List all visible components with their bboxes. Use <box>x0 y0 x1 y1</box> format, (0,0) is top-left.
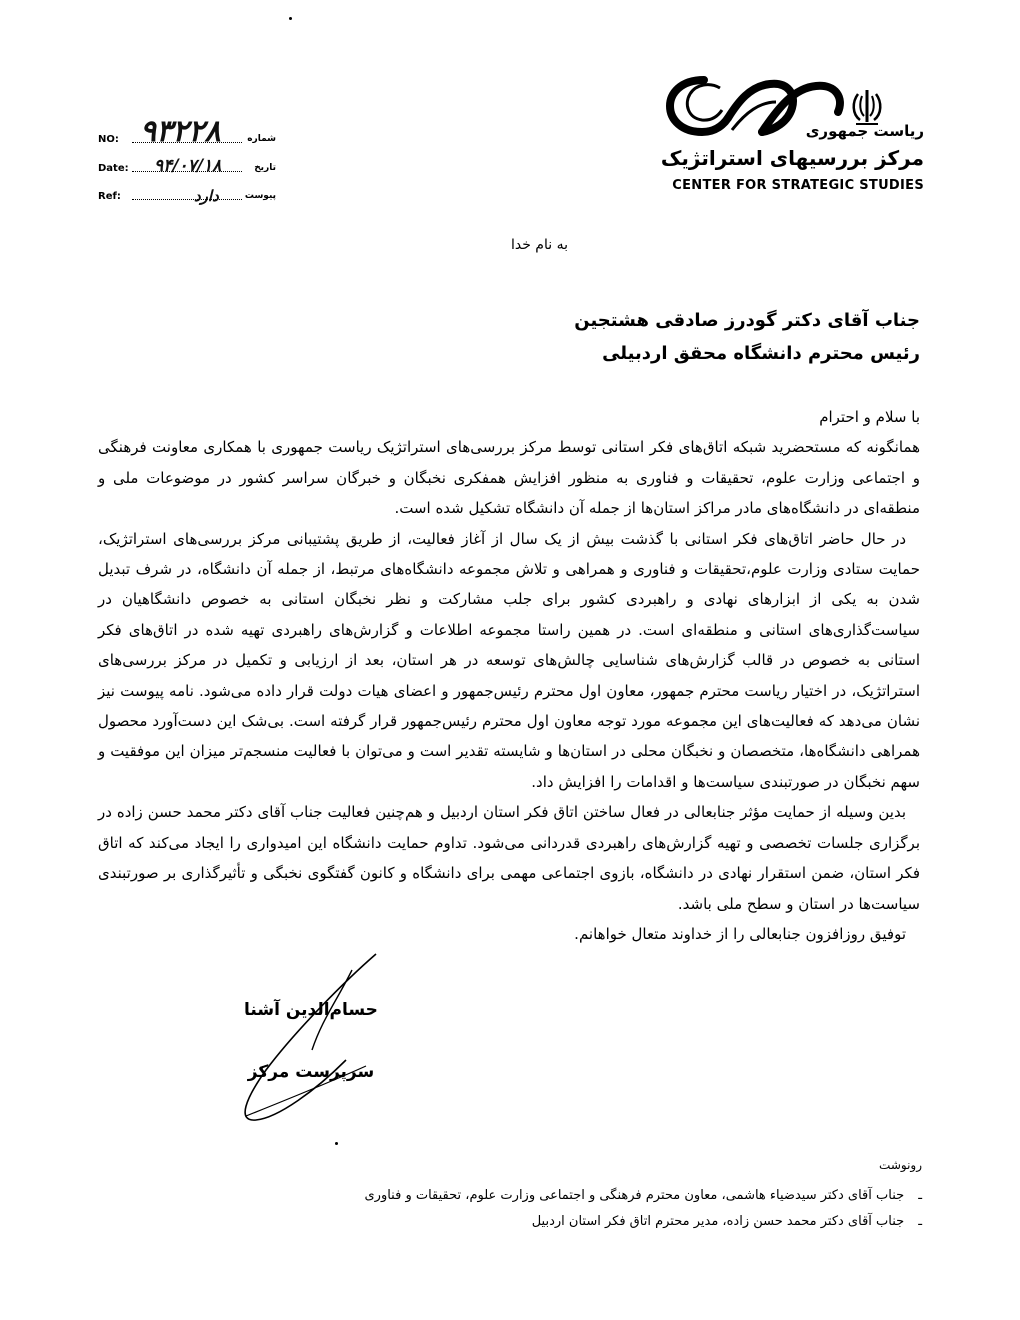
meta-ref-label: Ref: <box>98 191 121 202</box>
meta-date-label: Date: <box>98 163 129 174</box>
addressee-title: رئیس محترم دانشگاه محقق اردبیلی <box>602 343 920 364</box>
greeting: با سلام و احترام <box>819 408 920 426</box>
org-name-fa: ریاست جمهوری <box>805 122 924 140</box>
addressee-name: جناب آقای دکتر گودرز صادقی هشتجین <box>574 310 920 331</box>
paragraph-1: همانگونه که مستحضرید شبکه اتاق‌های فکر استانی توسط مرکز بررسی‌های استراتژیک ریاست جمهوری با همکاری معاونت فرهنگی و اجتماعی وزارت علوم، تحقیقات و فناوری به منظور افزایش همفکری نخبگان و خبرگان سراسر کشور در موضوعات ملی و منطقه‌ای در دانشگاه‌های مادر مراکز استان‌ها از جمله آن دانشگاه تشکیل شده است. <box>98 438 920 518</box>
cc-bullet: ـ <box>918 1188 922 1203</box>
signature-scribble-icon <box>226 950 406 1130</box>
cc-item: ـجناب آقای دکتر سیدضیاء هاشمی، معاون محترم فرهنگی و اجتماعی وزارت علوم، تحقیقات و فناوری <box>364 1183 922 1209</box>
cc-item: ـجناب آقای دکتر محمد حسن زاده، مدیر محترم اتاق فکر استان اردبیل <box>364 1209 922 1235</box>
cc-list <box>364 1183 922 1235</box>
cc-bullet: ـ <box>918 1214 922 1229</box>
meta-ref-value: دارد <box>194 187 219 205</box>
basmala: به نام خدا <box>510 237 568 253</box>
paragraph-3: بدین وسیله از حمایت مؤثر جنابعالی در فعال ساختن اتاق فکر استان اردبیل و هم‌چنین فعالیت جناب آقای دکتر محمد حسن زاده در برگزاری جلسات تخصصی و تهیه گزارش‌های راهبردی قدردانی می‌شود. تداوم حمایت دانشگاه این امیدواری را ایجاد می‌کند که اتاق فکر استان، ضمن استقرار نهادی در دانشگاه، بازوی اجتماعی مهمی برای دانشگاه و کانون گفتگوی نخبگی و تأثیرگذاری بر صورتبندی سیاست‌ها در استان و سطح ملی باشد. <box>98 803 920 913</box>
scan-speck <box>335 1142 338 1145</box>
closing-line: توفیق روزافزون جنابعالی را از خداوند متعال خواهانم. <box>574 924 906 943</box>
paragraph-2: در حال حاضر اتاق‌های فکر استانی با گذشت بیش از یک سال از آغاز فعالیت، از طریق پشتیبانی مرکز بررسی‌های استراتژیک، حمایت ستادی وزارت علوم،تحقیقات و فناوری و همراهی و تلاش مجموعه دانشگاه‌های مرتبط، از جمله آن دانشگاه، در شرف تبدیل شدن به یکی از ابزارهای نهادی و راهبردی کشور برای جلب مشارکت و نظر نخبگان استانی به خصوص دانشگاهیان در سیاست‌گذاری‌های استانی و منطقه‌ای است. در همین راستا مجموعه اطلاعات و گزارش‌های راهبردی تهیه شده در اتاق‌های فکر استانی به خصوص در قالب گزارش‌های شناسایی چالش‌های توسعه در هر استان، بعد از ارزیابی و تکمیل در مرکز بررسی‌های استراتژیک، در اختیار ریاست محترم جمهور، معاون اول محترم رئیس‌جمهور و اعضای هیات دولت قرار داده می‌شود. نامه پیوست نیز نشان می‌دهد که فعالیت‌های این مجموعه مورد توجه معاون اول محترم رئیس‌جمهور قرار گرفته است. بی‌شک این دست‌آورد محصول همراهی دانشگاه‌ها، متخصصان و نخبگان محلی در استان‌ها و شایسته تقدیر است و می‌توان با فعالیت منسجم‌تر میزان این موفقیت و سهم نخبگان در صورتبندی سیاست‌ها و اقدامات را افزایش داد. <box>98 529 920 791</box>
cc-heading: رونوشت <box>879 1158 922 1172</box>
meta-ref-label-fa: پیوست <box>244 191 276 201</box>
center-name-fa: مرکز بررسیهای استراتژیک <box>660 146 924 170</box>
letter-body <box>98 402 920 949</box>
signer-name: حسام‌الدین آشنا <box>244 1000 378 1020</box>
meta-ref-field <box>98 187 276 207</box>
addressee-block <box>574 304 920 370</box>
meta-number-value: ۹۳۲۲۸ <box>140 114 221 149</box>
meta-date-label-fa: تاریخ <box>254 163 276 173</box>
meta-number-label: NO: <box>98 134 119 145</box>
signer-title: سرپرست مرکز <box>247 1062 375 1082</box>
scan-speck <box>289 17 292 20</box>
iran-emblem-icon <box>850 86 884 126</box>
meta-number-field <box>98 114 276 150</box>
center-name-en: CENTER FOR STRATEGIC STUDIES <box>672 178 924 193</box>
meta-date-field <box>98 156 276 179</box>
meta-date-value: ۹۴/۰۷/۱۸ <box>154 156 222 176</box>
meta-number-label-fa: شماره <box>247 134 276 144</box>
